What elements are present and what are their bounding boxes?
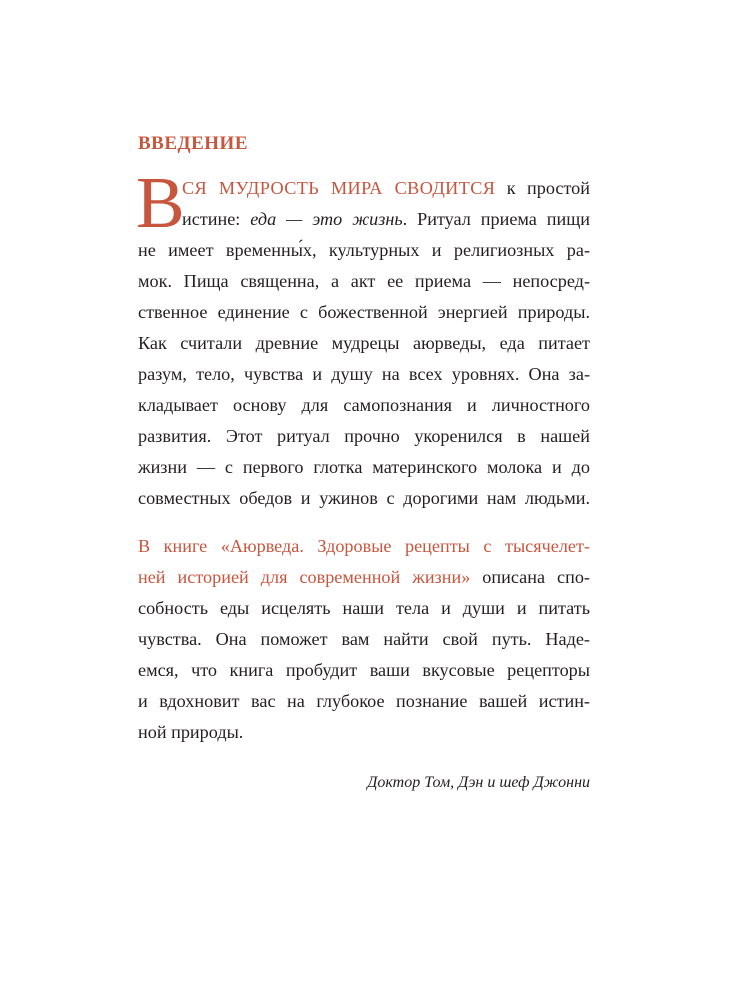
- line2-rest: . Ритуал приема пищи: [402, 209, 591, 229]
- paragraph1-line-2: [182, 207, 590, 231]
- line2-rest: описана спо-: [470, 567, 590, 587]
- signature: Доктор Том, Дэн и шеф Джонни: [367, 774, 590, 791]
- paragraph1-line: жизни — с первого глотка материнского молока и до: [138, 457, 590, 477]
- paragraph1-line: мок. Пища священна, а акт ее приема — непосред-: [138, 271, 590, 291]
- paragraph1-line: совместных обедов и ужинов с дорогими нам людьми.: [138, 488, 590, 508]
- book-title-end: ней историей для современной жизни»: [138, 567, 471, 587]
- paragraph1-line: Как считали древние мудрецы аюрведы, еда питает: [138, 333, 590, 353]
- drop-cap: В: [136, 162, 185, 243]
- lead-caps: СЯ МУДРОСТЬ МИРА СВОДИТСЯ: [182, 178, 496, 198]
- paragraph2-line: и вдохновит вас на глубокое познание вашей истин-: [138, 691, 590, 711]
- emphasis-phrase: еда — это жизнь: [250, 209, 403, 229]
- paragraph1-line: ственное единение с божественной энергией природы.: [138, 302, 590, 322]
- paragraph2-line-2: [138, 565, 590, 589]
- paragraph2-line: ной природы.: [138, 722, 244, 742]
- line2-start: истине:: [182, 209, 251, 229]
- paragraph2-line: чувства. Она поможет вам найти свой путь. Наде-: [138, 629, 590, 649]
- paragraph1-line: разум, тело, чувства и душу на всех уровнях. Она за-: [138, 364, 590, 384]
- paragraph2-line-1: В книге «Аюрведа. Здоровые рецепты с тысячелет-: [138, 536, 590, 556]
- section-heading: ВВЕДЕНИЕ: [138, 133, 248, 154]
- paragraph2-line: собность еды исцелять наши тела и души и питать: [138, 598, 590, 618]
- paragraph1-line-1: [182, 176, 590, 200]
- paragraph1-line: кладывает основу для самопознания и личностного: [138, 395, 590, 415]
- line1-rest: к простой: [495, 178, 590, 198]
- paragraph1-line: развития. Этот ритуал прочно укоренился в нашей: [138, 426, 590, 446]
- paragraph1-line: не имеет временны́х, культурных и религиозных ра-: [138, 240, 590, 260]
- paragraph2-line: емся, что книга пробудит ваши вкусовые рецепторы: [138, 660, 590, 680]
